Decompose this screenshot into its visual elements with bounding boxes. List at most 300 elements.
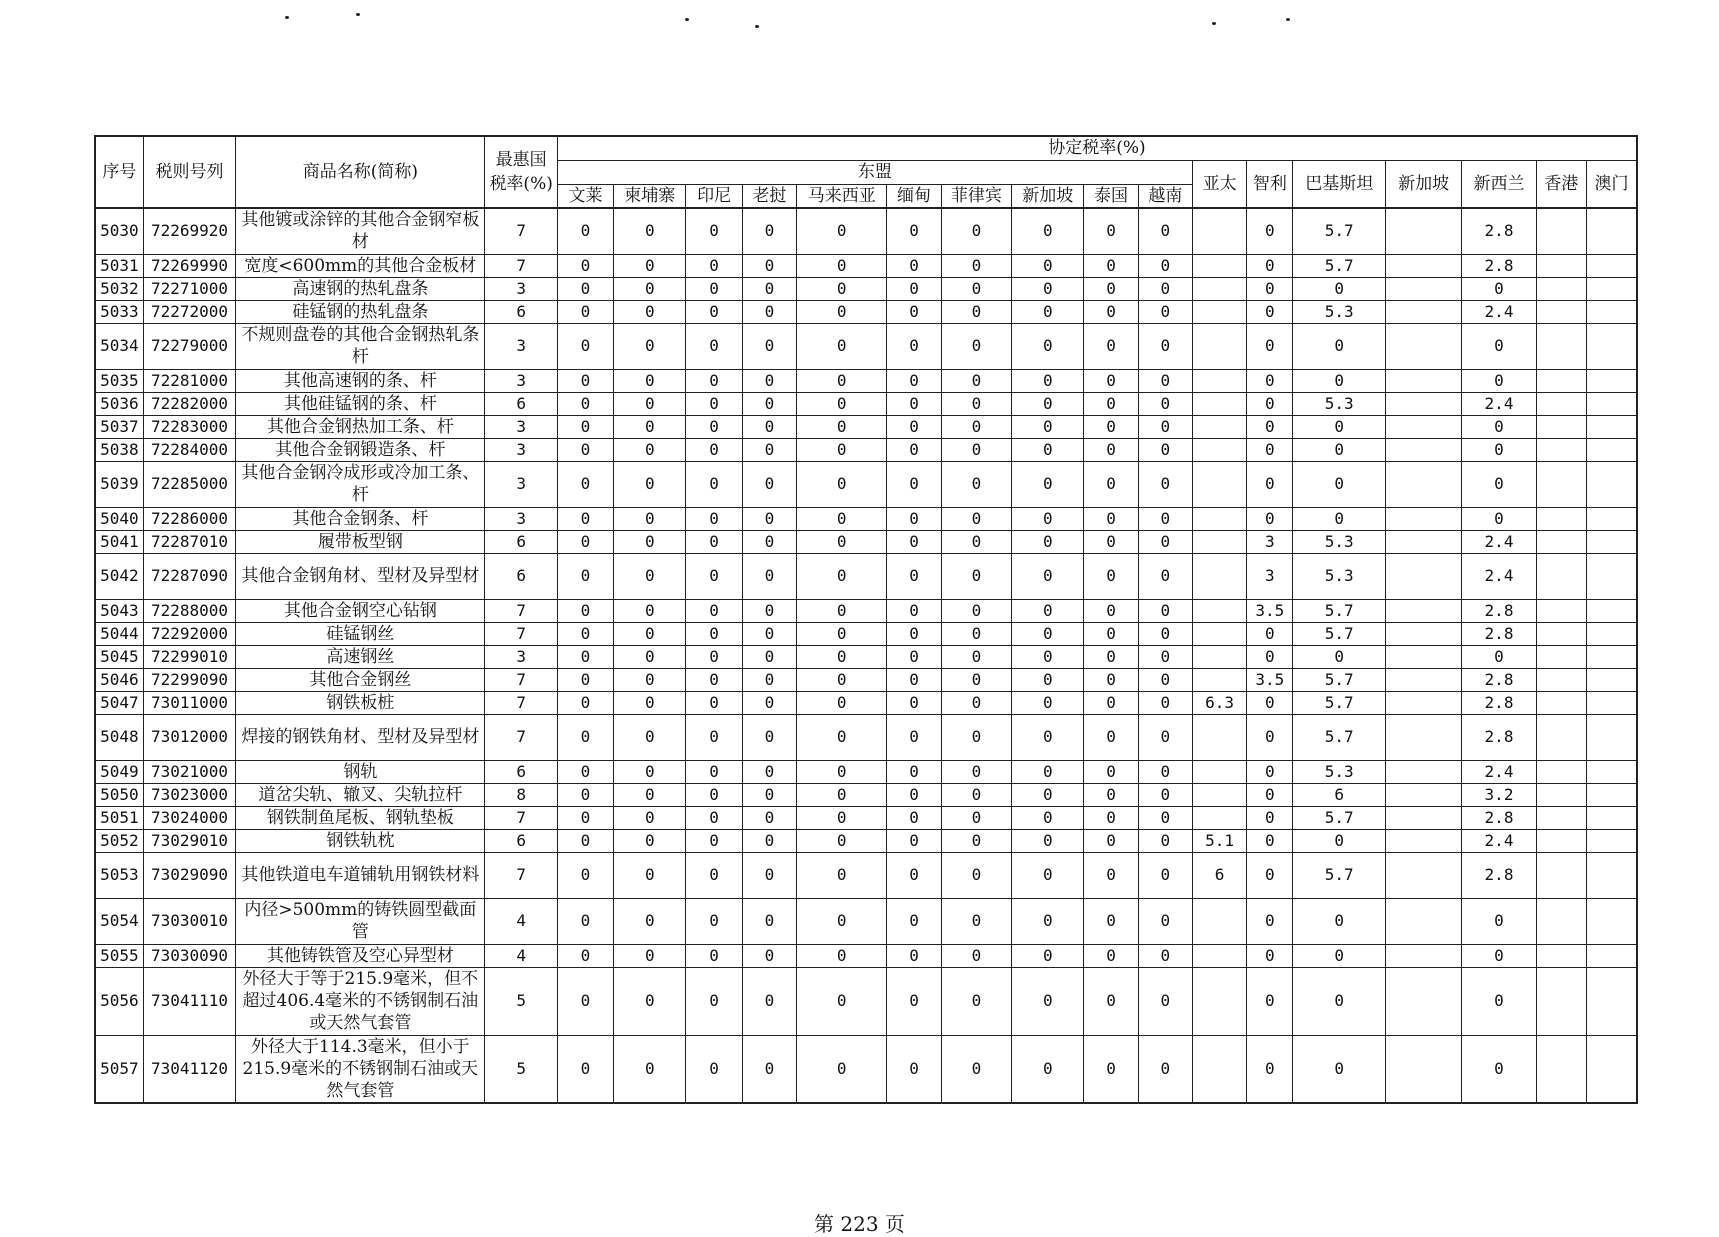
asean-rate-cell: 0 bbox=[557, 208, 613, 254]
asean-rate-cell: 0 bbox=[686, 898, 742, 944]
asean-rate-cell: 0 bbox=[1084, 323, 1138, 369]
asean-rate-cell: 0 bbox=[742, 691, 796, 714]
asean-rate-cell: 0 bbox=[1138, 254, 1192, 277]
apta-cell bbox=[1192, 760, 1246, 783]
singapore-cell bbox=[1385, 1035, 1461, 1103]
asean-rate-cell: 0 bbox=[797, 530, 887, 553]
code-cell: 73041110 bbox=[143, 967, 235, 1035]
singapore-cell bbox=[1385, 599, 1461, 622]
table-row bbox=[95, 622, 1637, 645]
chile-cell: 0 bbox=[1247, 783, 1293, 806]
new-zealand-cell: 2.4 bbox=[1462, 553, 1536, 599]
asean-rate-cell: 0 bbox=[887, 300, 941, 323]
seq-cell: 5052 bbox=[95, 829, 143, 852]
asean-rate-cell: 0 bbox=[1084, 599, 1138, 622]
hong-kong-cell bbox=[1536, 829, 1586, 852]
macao-cell bbox=[1586, 599, 1637, 622]
hong-kong-cell bbox=[1536, 898, 1586, 944]
asean-rate-cell: 0 bbox=[797, 461, 887, 507]
asean-rate-cell: 0 bbox=[614, 645, 686, 668]
asean-rate-cell: 0 bbox=[614, 714, 686, 760]
mfn-cell: 7 bbox=[485, 852, 557, 898]
table-row bbox=[95, 208, 1637, 254]
apta-cell bbox=[1192, 208, 1246, 254]
mfn-cell: 3 bbox=[485, 645, 557, 668]
asean-rate-cell: 0 bbox=[1012, 438, 1084, 461]
asean-rate-cell: 0 bbox=[941, 852, 1011, 898]
asean-rate-cell: 0 bbox=[941, 507, 1011, 530]
asean-rate-cell: 0 bbox=[797, 714, 887, 760]
asean-rate-cell: 0 bbox=[797, 783, 887, 806]
code-cell: 73030090 bbox=[143, 944, 235, 967]
pakistan-cell: 5.7 bbox=[1293, 806, 1385, 829]
asean-rate-cell: 0 bbox=[1084, 300, 1138, 323]
new-zealand-cell: 0 bbox=[1462, 944, 1536, 967]
asean-rate-cell: 0 bbox=[941, 622, 1011, 645]
pakistan-cell: 0 bbox=[1293, 898, 1385, 944]
asean-rate-cell: 0 bbox=[941, 530, 1011, 553]
new-zealand-cell: 0 bbox=[1462, 507, 1536, 530]
asean-rate-cell: 0 bbox=[1138, 507, 1192, 530]
hong-kong-cell bbox=[1536, 369, 1586, 392]
name-cell: 钢铁轨枕 bbox=[236, 829, 485, 852]
apta-cell bbox=[1192, 392, 1246, 415]
asean-rate-cell: 0 bbox=[686, 760, 742, 783]
apta-cell bbox=[1192, 668, 1246, 691]
mfn-cell: 3 bbox=[485, 438, 557, 461]
hong-kong-cell bbox=[1536, 507, 1586, 530]
chile-cell: 0 bbox=[1247, 691, 1293, 714]
header-asean-country: 老挝 bbox=[742, 184, 796, 208]
new-zealand-cell: 2.8 bbox=[1462, 691, 1536, 714]
chile-cell: 3 bbox=[1247, 553, 1293, 599]
apta-cell bbox=[1192, 806, 1246, 829]
asean-rate-cell: 0 bbox=[1084, 944, 1138, 967]
name-cell: 履带板型钢 bbox=[236, 530, 485, 553]
singapore-cell bbox=[1385, 806, 1461, 829]
name-cell: 焊接的钢铁角材、型材及异型材 bbox=[236, 714, 485, 760]
header-asean-country: 柬埔寨 bbox=[614, 184, 686, 208]
singapore-cell bbox=[1385, 300, 1461, 323]
table-row bbox=[95, 806, 1637, 829]
asean-rate-cell: 0 bbox=[797, 553, 887, 599]
code-cell: 73021000 bbox=[143, 760, 235, 783]
asean-rate-cell: 0 bbox=[1138, 392, 1192, 415]
table-row bbox=[95, 852, 1637, 898]
header-agreement: 协定税率(%) bbox=[557, 136, 1637, 160]
asean-rate-cell: 0 bbox=[1012, 806, 1084, 829]
table-row bbox=[95, 507, 1637, 530]
asean-rate-cell: 0 bbox=[1084, 208, 1138, 254]
asean-rate-cell: 0 bbox=[614, 783, 686, 806]
name-cell: 外径大于等于215.9毫米，但不超过406.4毫米的不锈钢制石油或天然气套管 bbox=[236, 967, 485, 1035]
table-row bbox=[95, 415, 1637, 438]
asean-rate-cell: 0 bbox=[686, 461, 742, 507]
asean-rate-cell: 0 bbox=[797, 208, 887, 254]
header-asean-country: 缅甸 bbox=[887, 184, 941, 208]
asean-rate-cell: 0 bbox=[686, 852, 742, 898]
asean-rate-cell: 0 bbox=[742, 783, 796, 806]
macao-cell bbox=[1586, 944, 1637, 967]
chile-cell: 0 bbox=[1247, 898, 1293, 944]
asean-rate-cell: 0 bbox=[557, 415, 613, 438]
asean-rate-cell: 0 bbox=[742, 760, 796, 783]
asean-rate-cell: 0 bbox=[887, 967, 941, 1035]
table-row bbox=[95, 369, 1637, 392]
asean-rate-cell: 0 bbox=[742, 1035, 796, 1103]
name-cell: 道岔尖轨、辙叉、尖轨拉杆 bbox=[236, 783, 485, 806]
asean-rate-cell: 0 bbox=[742, 599, 796, 622]
mfn-cell: 3 bbox=[485, 415, 557, 438]
asean-rate-cell: 0 bbox=[1012, 208, 1084, 254]
asean-rate-cell: 0 bbox=[557, 668, 613, 691]
asean-rate-cell: 0 bbox=[887, 461, 941, 507]
asean-rate-cell: 0 bbox=[614, 1035, 686, 1103]
asean-rate-cell: 0 bbox=[614, 208, 686, 254]
asean-rate-cell: 0 bbox=[1084, 438, 1138, 461]
code-cell: 73030010 bbox=[143, 898, 235, 944]
scan-speck bbox=[1212, 22, 1216, 25]
asean-rate-cell: 0 bbox=[1138, 415, 1192, 438]
asean-rate-cell: 0 bbox=[686, 277, 742, 300]
mfn-cell: 7 bbox=[485, 254, 557, 277]
asean-rate-cell: 0 bbox=[941, 599, 1011, 622]
asean-rate-cell: 0 bbox=[614, 852, 686, 898]
asean-rate-cell: 0 bbox=[1138, 967, 1192, 1035]
singapore-cell bbox=[1385, 668, 1461, 691]
seq-cell: 5045 bbox=[95, 645, 143, 668]
asean-rate-cell: 0 bbox=[887, 783, 941, 806]
mfn-cell: 7 bbox=[485, 599, 557, 622]
asean-rate-cell: 0 bbox=[1012, 553, 1084, 599]
code-cell: 72287010 bbox=[143, 530, 235, 553]
macao-cell bbox=[1586, 530, 1637, 553]
asean-rate-cell: 0 bbox=[887, 507, 941, 530]
asean-rate-cell: 0 bbox=[557, 369, 613, 392]
new-zealand-cell: 2.4 bbox=[1462, 392, 1536, 415]
new-zealand-cell: 0 bbox=[1462, 438, 1536, 461]
apta-cell bbox=[1192, 944, 1246, 967]
asean-rate-cell: 0 bbox=[1138, 691, 1192, 714]
chile-cell: 0 bbox=[1247, 645, 1293, 668]
new-zealand-cell: 2.4 bbox=[1462, 829, 1536, 852]
asean-rate-cell: 0 bbox=[887, 852, 941, 898]
asean-rate-cell: 0 bbox=[797, 829, 887, 852]
seq-cell: 5032 bbox=[95, 277, 143, 300]
asean-rate-cell: 0 bbox=[1084, 254, 1138, 277]
mfn-cell: 4 bbox=[485, 944, 557, 967]
asean-rate-cell: 0 bbox=[1084, 714, 1138, 760]
asean-rate-cell: 0 bbox=[686, 691, 742, 714]
asean-rate-cell: 0 bbox=[797, 852, 887, 898]
header-asean-country: 马来西亚 bbox=[797, 184, 887, 208]
code-cell: 72288000 bbox=[143, 599, 235, 622]
hong-kong-cell bbox=[1536, 760, 1586, 783]
macao-cell bbox=[1586, 783, 1637, 806]
singapore-cell bbox=[1385, 898, 1461, 944]
asean-rate-cell: 0 bbox=[557, 553, 613, 599]
seq-cell: 5036 bbox=[95, 392, 143, 415]
asean-rate-cell: 0 bbox=[614, 944, 686, 967]
asean-rate-cell: 0 bbox=[1084, 691, 1138, 714]
macao-cell bbox=[1586, 507, 1637, 530]
name-cell: 其他铸铁管及空心异型材 bbox=[236, 944, 485, 967]
mfn-cell: 6 bbox=[485, 300, 557, 323]
asean-rate-cell: 0 bbox=[686, 599, 742, 622]
chile-cell: 0 bbox=[1247, 438, 1293, 461]
table-row bbox=[95, 438, 1637, 461]
asean-rate-cell: 0 bbox=[557, 438, 613, 461]
table-row bbox=[95, 645, 1637, 668]
name-cell: 其他高速钢的条、杆 bbox=[236, 369, 485, 392]
scan-speck bbox=[755, 25, 759, 28]
asean-rate-cell: 0 bbox=[1138, 438, 1192, 461]
asean-rate-cell: 0 bbox=[1138, 806, 1192, 829]
mfn-cell: 6 bbox=[485, 760, 557, 783]
asean-rate-cell: 0 bbox=[686, 783, 742, 806]
code-cell: 73024000 bbox=[143, 806, 235, 829]
singapore-cell bbox=[1385, 530, 1461, 553]
pakistan-cell: 0 bbox=[1293, 967, 1385, 1035]
mfn-cell: 3 bbox=[485, 277, 557, 300]
pakistan-cell: 0 bbox=[1293, 829, 1385, 852]
pakistan-cell: 0 bbox=[1293, 415, 1385, 438]
asean-rate-cell: 0 bbox=[797, 438, 887, 461]
asean-rate-cell: 0 bbox=[1012, 783, 1084, 806]
singapore-cell bbox=[1385, 783, 1461, 806]
asean-rate-cell: 0 bbox=[614, 277, 686, 300]
hong-kong-cell bbox=[1536, 392, 1586, 415]
table-row bbox=[95, 392, 1637, 415]
asean-rate-cell: 0 bbox=[941, 806, 1011, 829]
new-zealand-cell: 2.8 bbox=[1462, 254, 1536, 277]
pakistan-cell: 5.7 bbox=[1293, 852, 1385, 898]
asean-rate-cell: 0 bbox=[1084, 369, 1138, 392]
asean-rate-cell: 0 bbox=[1012, 277, 1084, 300]
asean-rate-cell: 0 bbox=[1138, 645, 1192, 668]
macao-cell bbox=[1586, 392, 1637, 415]
asean-rate-cell: 0 bbox=[557, 944, 613, 967]
new-zealand-cell: 0 bbox=[1462, 369, 1536, 392]
asean-rate-cell: 0 bbox=[557, 714, 613, 760]
code-cell: 72271000 bbox=[143, 277, 235, 300]
asean-rate-cell: 0 bbox=[1138, 208, 1192, 254]
chile-cell: 0 bbox=[1247, 967, 1293, 1035]
chile-cell: 0 bbox=[1247, 254, 1293, 277]
name-cell: 其他合金钢丝 bbox=[236, 668, 485, 691]
seq-cell: 5057 bbox=[95, 1035, 143, 1103]
new-zealand-cell: 2.4 bbox=[1462, 530, 1536, 553]
asean-rate-cell: 0 bbox=[1138, 369, 1192, 392]
apta-cell bbox=[1192, 599, 1246, 622]
asean-rate-cell: 0 bbox=[686, 323, 742, 369]
chile-cell: 0 bbox=[1247, 760, 1293, 783]
apta-cell: 5.1 bbox=[1192, 829, 1246, 852]
new-zealand-cell: 2.8 bbox=[1462, 599, 1536, 622]
apta-cell bbox=[1192, 277, 1246, 300]
code-cell: 73023000 bbox=[143, 783, 235, 806]
header-hong-kong: 香港 bbox=[1536, 160, 1586, 208]
asean-rate-cell: 0 bbox=[1084, 553, 1138, 599]
asean-rate-cell: 0 bbox=[1012, 714, 1084, 760]
code-cell: 72292000 bbox=[143, 622, 235, 645]
asean-rate-cell: 0 bbox=[1012, 530, 1084, 553]
apta-cell bbox=[1192, 323, 1246, 369]
asean-rate-cell: 0 bbox=[742, 415, 796, 438]
asean-rate-cell: 0 bbox=[742, 208, 796, 254]
new-zealand-cell: 0 bbox=[1462, 461, 1536, 507]
code-cell: 72279000 bbox=[143, 323, 235, 369]
pakistan-cell: 5.7 bbox=[1293, 208, 1385, 254]
asean-rate-cell: 0 bbox=[742, 369, 796, 392]
singapore-cell bbox=[1385, 277, 1461, 300]
singapore-cell bbox=[1385, 208, 1461, 254]
asean-rate-cell: 0 bbox=[614, 323, 686, 369]
pakistan-cell: 0 bbox=[1293, 645, 1385, 668]
pakistan-cell: 0 bbox=[1293, 461, 1385, 507]
hong-kong-cell bbox=[1536, 277, 1586, 300]
singapore-cell bbox=[1385, 829, 1461, 852]
code-cell: 72287090 bbox=[143, 553, 235, 599]
apta-cell bbox=[1192, 507, 1246, 530]
name-cell: 钢铁板桩 bbox=[236, 691, 485, 714]
asean-rate-cell: 0 bbox=[887, 323, 941, 369]
singapore-cell bbox=[1385, 438, 1461, 461]
asean-rate-cell: 0 bbox=[941, 714, 1011, 760]
asean-rate-cell: 0 bbox=[686, 668, 742, 691]
macao-cell bbox=[1586, 461, 1637, 507]
asean-rate-cell: 0 bbox=[1138, 829, 1192, 852]
seq-cell: 5054 bbox=[95, 898, 143, 944]
name-cell: 其他合金钢热加工条、杆 bbox=[236, 415, 485, 438]
asean-rate-cell: 0 bbox=[1138, 300, 1192, 323]
mfn-cell: 5 bbox=[485, 1035, 557, 1103]
asean-rate-cell: 0 bbox=[1084, 1035, 1138, 1103]
asean-rate-cell: 0 bbox=[797, 645, 887, 668]
asean-rate-cell: 0 bbox=[557, 300, 613, 323]
asean-rate-cell: 0 bbox=[614, 415, 686, 438]
apta-cell bbox=[1192, 461, 1246, 507]
chile-cell: 0 bbox=[1247, 1035, 1293, 1103]
mfn-cell: 3 bbox=[485, 323, 557, 369]
table-row bbox=[95, 714, 1637, 760]
pakistan-cell: 5.7 bbox=[1293, 254, 1385, 277]
hong-kong-cell bbox=[1536, 254, 1586, 277]
asean-rate-cell: 0 bbox=[1012, 415, 1084, 438]
asean-rate-cell: 0 bbox=[887, 622, 941, 645]
asean-rate-cell: 0 bbox=[941, 438, 1011, 461]
header-apta: 亚太 bbox=[1192, 160, 1246, 208]
header-asean-country: 越南 bbox=[1138, 184, 1192, 208]
pakistan-cell: 5.7 bbox=[1293, 691, 1385, 714]
hong-kong-cell bbox=[1536, 461, 1586, 507]
name-cell: 其他合金钢锻造条、杆 bbox=[236, 438, 485, 461]
asean-rate-cell: 0 bbox=[742, 530, 796, 553]
new-zealand-cell: 2.4 bbox=[1462, 760, 1536, 783]
asean-rate-cell: 0 bbox=[686, 254, 742, 277]
hong-kong-cell bbox=[1536, 944, 1586, 967]
asean-rate-cell: 0 bbox=[797, 898, 887, 944]
hong-kong-cell bbox=[1536, 1035, 1586, 1103]
apta-cell bbox=[1192, 1035, 1246, 1103]
chile-cell: 0 bbox=[1247, 829, 1293, 852]
asean-rate-cell: 0 bbox=[1084, 530, 1138, 553]
macao-cell bbox=[1586, 645, 1637, 668]
new-zealand-cell: 2.8 bbox=[1462, 622, 1536, 645]
name-cell: 硅锰钢的热轧盘条 bbox=[236, 300, 485, 323]
table-row bbox=[95, 277, 1637, 300]
singapore-cell bbox=[1385, 323, 1461, 369]
code-cell: 73012000 bbox=[143, 714, 235, 760]
pakistan-cell: 5.3 bbox=[1293, 553, 1385, 599]
asean-rate-cell: 0 bbox=[557, 277, 613, 300]
code-cell: 72283000 bbox=[143, 415, 235, 438]
new-zealand-cell: 0 bbox=[1462, 277, 1536, 300]
apta-cell: 6 bbox=[1192, 852, 1246, 898]
asean-rate-cell: 0 bbox=[1084, 507, 1138, 530]
asean-rate-cell: 0 bbox=[742, 829, 796, 852]
name-cell: 宽度<600mm的其他合金板材 bbox=[236, 254, 485, 277]
asean-rate-cell: 0 bbox=[1084, 277, 1138, 300]
asean-rate-cell: 0 bbox=[887, 254, 941, 277]
header-asean-country: 新加坡 bbox=[1012, 184, 1084, 208]
asean-rate-cell: 0 bbox=[1138, 461, 1192, 507]
asean-rate-cell: 0 bbox=[686, 1035, 742, 1103]
new-zealand-cell: 0 bbox=[1462, 898, 1536, 944]
asean-rate-cell: 0 bbox=[1012, 760, 1084, 783]
asean-rate-cell: 0 bbox=[941, 392, 1011, 415]
name-cell: 其他合金钢冷成形或冷加工条、杆 bbox=[236, 461, 485, 507]
asean-rate-cell: 0 bbox=[797, 369, 887, 392]
asean-rate-cell: 0 bbox=[614, 300, 686, 323]
hong-kong-cell bbox=[1536, 599, 1586, 622]
singapore-cell bbox=[1385, 714, 1461, 760]
asean-rate-cell: 0 bbox=[742, 461, 796, 507]
asean-rate-cell: 0 bbox=[686, 208, 742, 254]
chile-cell: 0 bbox=[1247, 323, 1293, 369]
asean-rate-cell: 0 bbox=[1012, 392, 1084, 415]
mfn-cell: 3 bbox=[485, 369, 557, 392]
code-cell: 72284000 bbox=[143, 438, 235, 461]
macao-cell bbox=[1586, 691, 1637, 714]
new-zealand-cell: 2.8 bbox=[1462, 714, 1536, 760]
asean-rate-cell: 0 bbox=[1084, 783, 1138, 806]
asean-rate-cell: 0 bbox=[797, 691, 887, 714]
seq-cell: 5034 bbox=[95, 323, 143, 369]
macao-cell bbox=[1586, 898, 1637, 944]
table-row bbox=[95, 944, 1637, 967]
hong-kong-cell bbox=[1536, 300, 1586, 323]
table-header bbox=[95, 136, 1637, 208]
asean-rate-cell: 0 bbox=[1138, 714, 1192, 760]
asean-rate-cell: 0 bbox=[941, 415, 1011, 438]
asean-rate-cell: 0 bbox=[887, 369, 941, 392]
mfn-cell: 6 bbox=[485, 392, 557, 415]
asean-rate-cell: 0 bbox=[1012, 622, 1084, 645]
name-cell: 高速钢的热轧盘条 bbox=[236, 277, 485, 300]
asean-rate-cell: 0 bbox=[887, 277, 941, 300]
asean-rate-cell: 0 bbox=[557, 829, 613, 852]
asean-rate-cell: 0 bbox=[686, 392, 742, 415]
asean-rate-cell: 0 bbox=[1012, 944, 1084, 967]
asean-rate-cell: 0 bbox=[1138, 599, 1192, 622]
asean-rate-cell: 0 bbox=[941, 553, 1011, 599]
asean-rate-cell: 0 bbox=[1138, 760, 1192, 783]
hong-kong-cell bbox=[1536, 668, 1586, 691]
hong-kong-cell bbox=[1536, 783, 1586, 806]
asean-rate-cell: 0 bbox=[797, 254, 887, 277]
asean-rate-cell: 0 bbox=[1138, 277, 1192, 300]
